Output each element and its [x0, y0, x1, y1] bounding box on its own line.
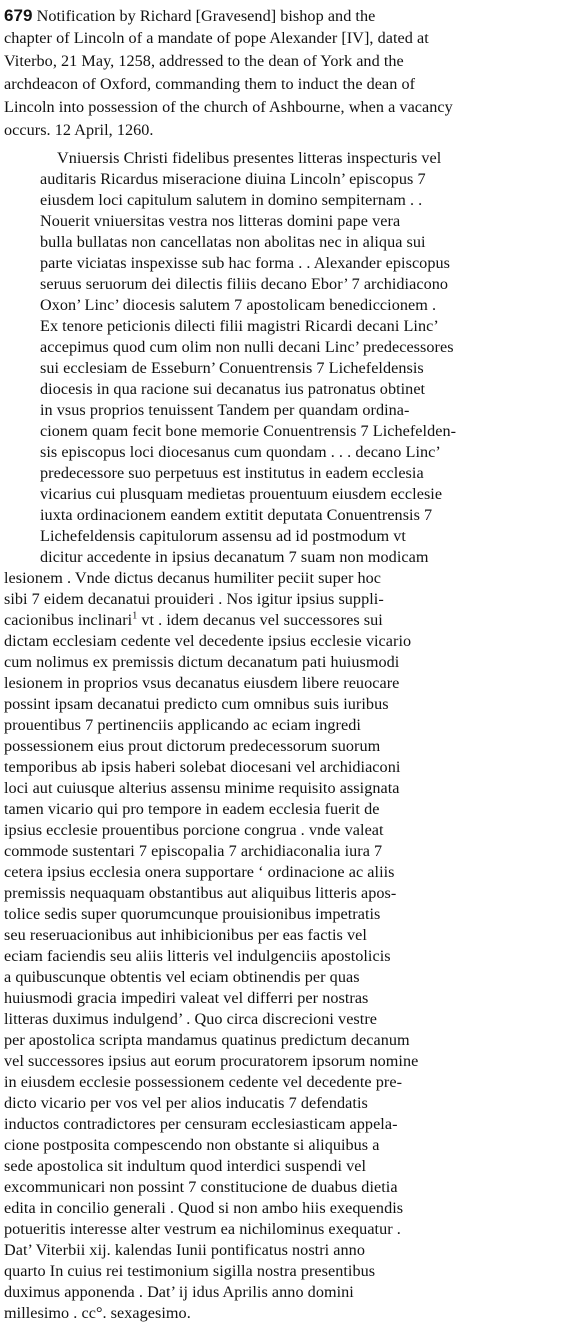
heading-text: Notification by Richard [Gravesend] bishop and the	[32, 7, 376, 25]
body-line: seu reseruacionibus aut inhibicionibus per eas factis vel	[4, 926, 367, 944]
footnote-marker: 1	[132, 610, 138, 622]
body-line: seruus seruorum dei dilectis filiis decano Ebor’ 7 archidiacono	[40, 275, 449, 293]
body-line: commode sustentari 7 episcopalia 7 archidiaconalia iura 7	[4, 842, 383, 860]
entry-heading-line-5: Lincoln into possession of the church of Ashbourne, when a vacancy	[4, 98, 453, 116]
body-line: eiusdem loci capitulum salutem in domino sempiternam . .	[40, 191, 423, 209]
entry-heading-line-1	[4, 5, 375, 27]
body-line: auditaris Ricardus miseracione diuina Lincoln’ episcopus 7	[40, 170, 426, 188]
body-line: diocesis in qua racione sui decanatus ius patronatus obtinet	[40, 380, 426, 398]
body-line: sis episcopus loci diocesanus cum quondam . . . decano Linc’	[40, 443, 441, 461]
body-line: in vsus proprios tenuissent Tandem per quandam ordina-	[40, 401, 410, 419]
body-line: ipsius ecclesie prouentibus porcione congrua . vnde valeat	[4, 821, 384, 839]
body-line: cione postposita compescendo non obstante si aliquibus a	[4, 1136, 380, 1154]
body-line: possint ipsam decanatui predicto cum omnibus suis iuribus	[4, 695, 389, 713]
body-line: loci aut cuiusque alterius assensu minime requisito assignata	[4, 779, 400, 797]
body-line: dicitur accedente in ipsius decanatum 7 suam non modicam	[40, 548, 429, 566]
body-line: excommunicari non possint 7 constitucione de duabus dietia	[4, 1178, 398, 1196]
body-line: Ex tenore peticionis dilecti filii magistri Ricardi decani Linc’	[40, 317, 439, 335]
entry-heading-line-3: Viterbo, 21 May, 1258, addressed to the dean of York and the	[4, 52, 404, 70]
body-line: temporibus ab ipsis haberi solebat diocesani vel archidiaconi	[4, 758, 401, 776]
body-line: cum nolimus ex premissis dictum decanatum pati huiusmodi	[4, 653, 400, 671]
body-line: cionem quam fecit bone memorie Conuentrensis 7 Lichefelden-	[40, 422, 457, 440]
body-line: Lichefeldensis capitulorum assensu ad id postmodum vt	[40, 527, 406, 545]
body-line: parte viciatas inspexisse sub hac forma . . Alexander episcopus	[40, 254, 450, 272]
body-line-text: cacionibus inclinari	[4, 611, 133, 629]
body-line: potueritis interesse alter vestrum ea nichilominus exequatur .	[4, 1220, 401, 1238]
body-line: quarto In cuius rei testimonium sigilla nostra presentibus	[4, 1262, 376, 1280]
body-line: cetera ipsius ecclesia onera supportare ‘ ordinacione ac aliis	[4, 863, 395, 881]
body-line-with-footnote	[4, 610, 383, 631]
body-line: Nouerit vniuersitas vestra nos litteras domini pape vera	[40, 212, 401, 230]
body-line: tamen vicario qui pro tempore in eadem ecclesia fuerit de	[4, 800, 380, 818]
body-line: inductos contradictores per censuram ecclesiasticam appela-	[4, 1115, 398, 1133]
entry-heading-line-2: chapter of Lincoln of a mandate of pope Alexander [IV], dated at	[4, 29, 429, 47]
body-line: premissis nequaquam obstantibus aut aliquibus litteris apos-	[4, 884, 397, 902]
body-line: sede apostolica sit indultum quod interdici suspendi vel	[4, 1157, 367, 1175]
body-line: sui ecclesiam de Esseburn’ Conuentrensis 7 Lichefeldensis	[40, 359, 424, 377]
body-line: in eiusdem ecclesie possessionem cedente vel decedente pre-	[4, 1073, 403, 1091]
body-line: millesimo . cc°. sexagesimo.	[4, 1304, 191, 1322]
entry-heading-line-6: occurs. 12 April, 1260.	[4, 121, 154, 139]
body-line: possessionem eius prout dictorum predecessorum suorum	[4, 737, 381, 755]
body-line: vicarius cui plusquam medietas prouentuum eiusdem ecclesie	[40, 485, 443, 503]
entry-number: 679	[4, 6, 33, 25]
body-line: sibi 7 eidem decanatui prouideri . Nos igitur ipsius suppli-	[4, 590, 384, 608]
body-line: eciam faciendis seu aliis litteris vel indulgenciis apostolicis	[4, 947, 391, 965]
body-line: huiusmodi gracia impediri valeat vel differri per nostras	[4, 989, 369, 1007]
body-line: duximus apponenda . Dat’ ij idus Aprilis anno domini	[4, 1283, 354, 1301]
body-line: predecessore suo perpetuus est institutus in eadem ecclesia	[40, 464, 424, 482]
body-line: tolice sedis super quorumcunque prouisionibus impetratis	[4, 905, 381, 923]
body-line: a quibuscunque obtentis vel eciam obtinendis per quas	[4, 968, 360, 986]
entry-heading-line-4: archdeacon of Oxford, commanding them to induct the dean of	[4, 75, 416, 93]
body-line: bulla bullatas non cancellatas non abolitas nec in aliqua sui	[40, 233, 426, 251]
body-line: vel successores ipsius aut eorum procuratorem ipsorum nomine	[4, 1052, 419, 1070]
body-line: iuxta ordinacionem eandem extitit deputata Conuentrensis 7	[40, 506, 433, 524]
body-line: lesionem . Vnde dictus decanus humiliter peciit super hoc	[4, 569, 382, 587]
body-line: accepimus quod cum olim non nulli decani Linc’ predecessores	[40, 338, 454, 356]
body-line-text-tail: vt . idem decanus vel successores sui	[137, 611, 383, 629]
body-line: litteras duximus indulgend’ . Quo circa discrecioni vestre	[4, 1010, 378, 1028]
body-line: per apostolica scripta mandamus quatinus predictum decanum	[4, 1031, 410, 1049]
body-line: dictam ecclesiam cedente vel decedente ipsius ecclesie vicario	[4, 632, 412, 650]
body-line: lesionem in proprios vsus decanatus eiusdem libere reuocare	[4, 674, 400, 692]
body-line: Vniuersis Christi fidelibus presentes litteras inspecturis vel	[57, 149, 442, 167]
body-line: Oxon’ Linc’ diocesis salutem 7 apostolicam benediccionem .	[40, 296, 437, 314]
body-line: dicto vicario per vos vel per alios inducatis 7 defendatis	[4, 1094, 368, 1112]
body-line: prouentibus 7 pertinenciis applicando ac eciam ingredi	[4, 716, 361, 734]
body-line: edita in concilio generali . Quod si non ambo hiis exequendis	[4, 1199, 404, 1217]
body-line: Dat’ Viterbii xij. kalendas Iunii pontificatus nostri anno	[4, 1241, 365, 1259]
